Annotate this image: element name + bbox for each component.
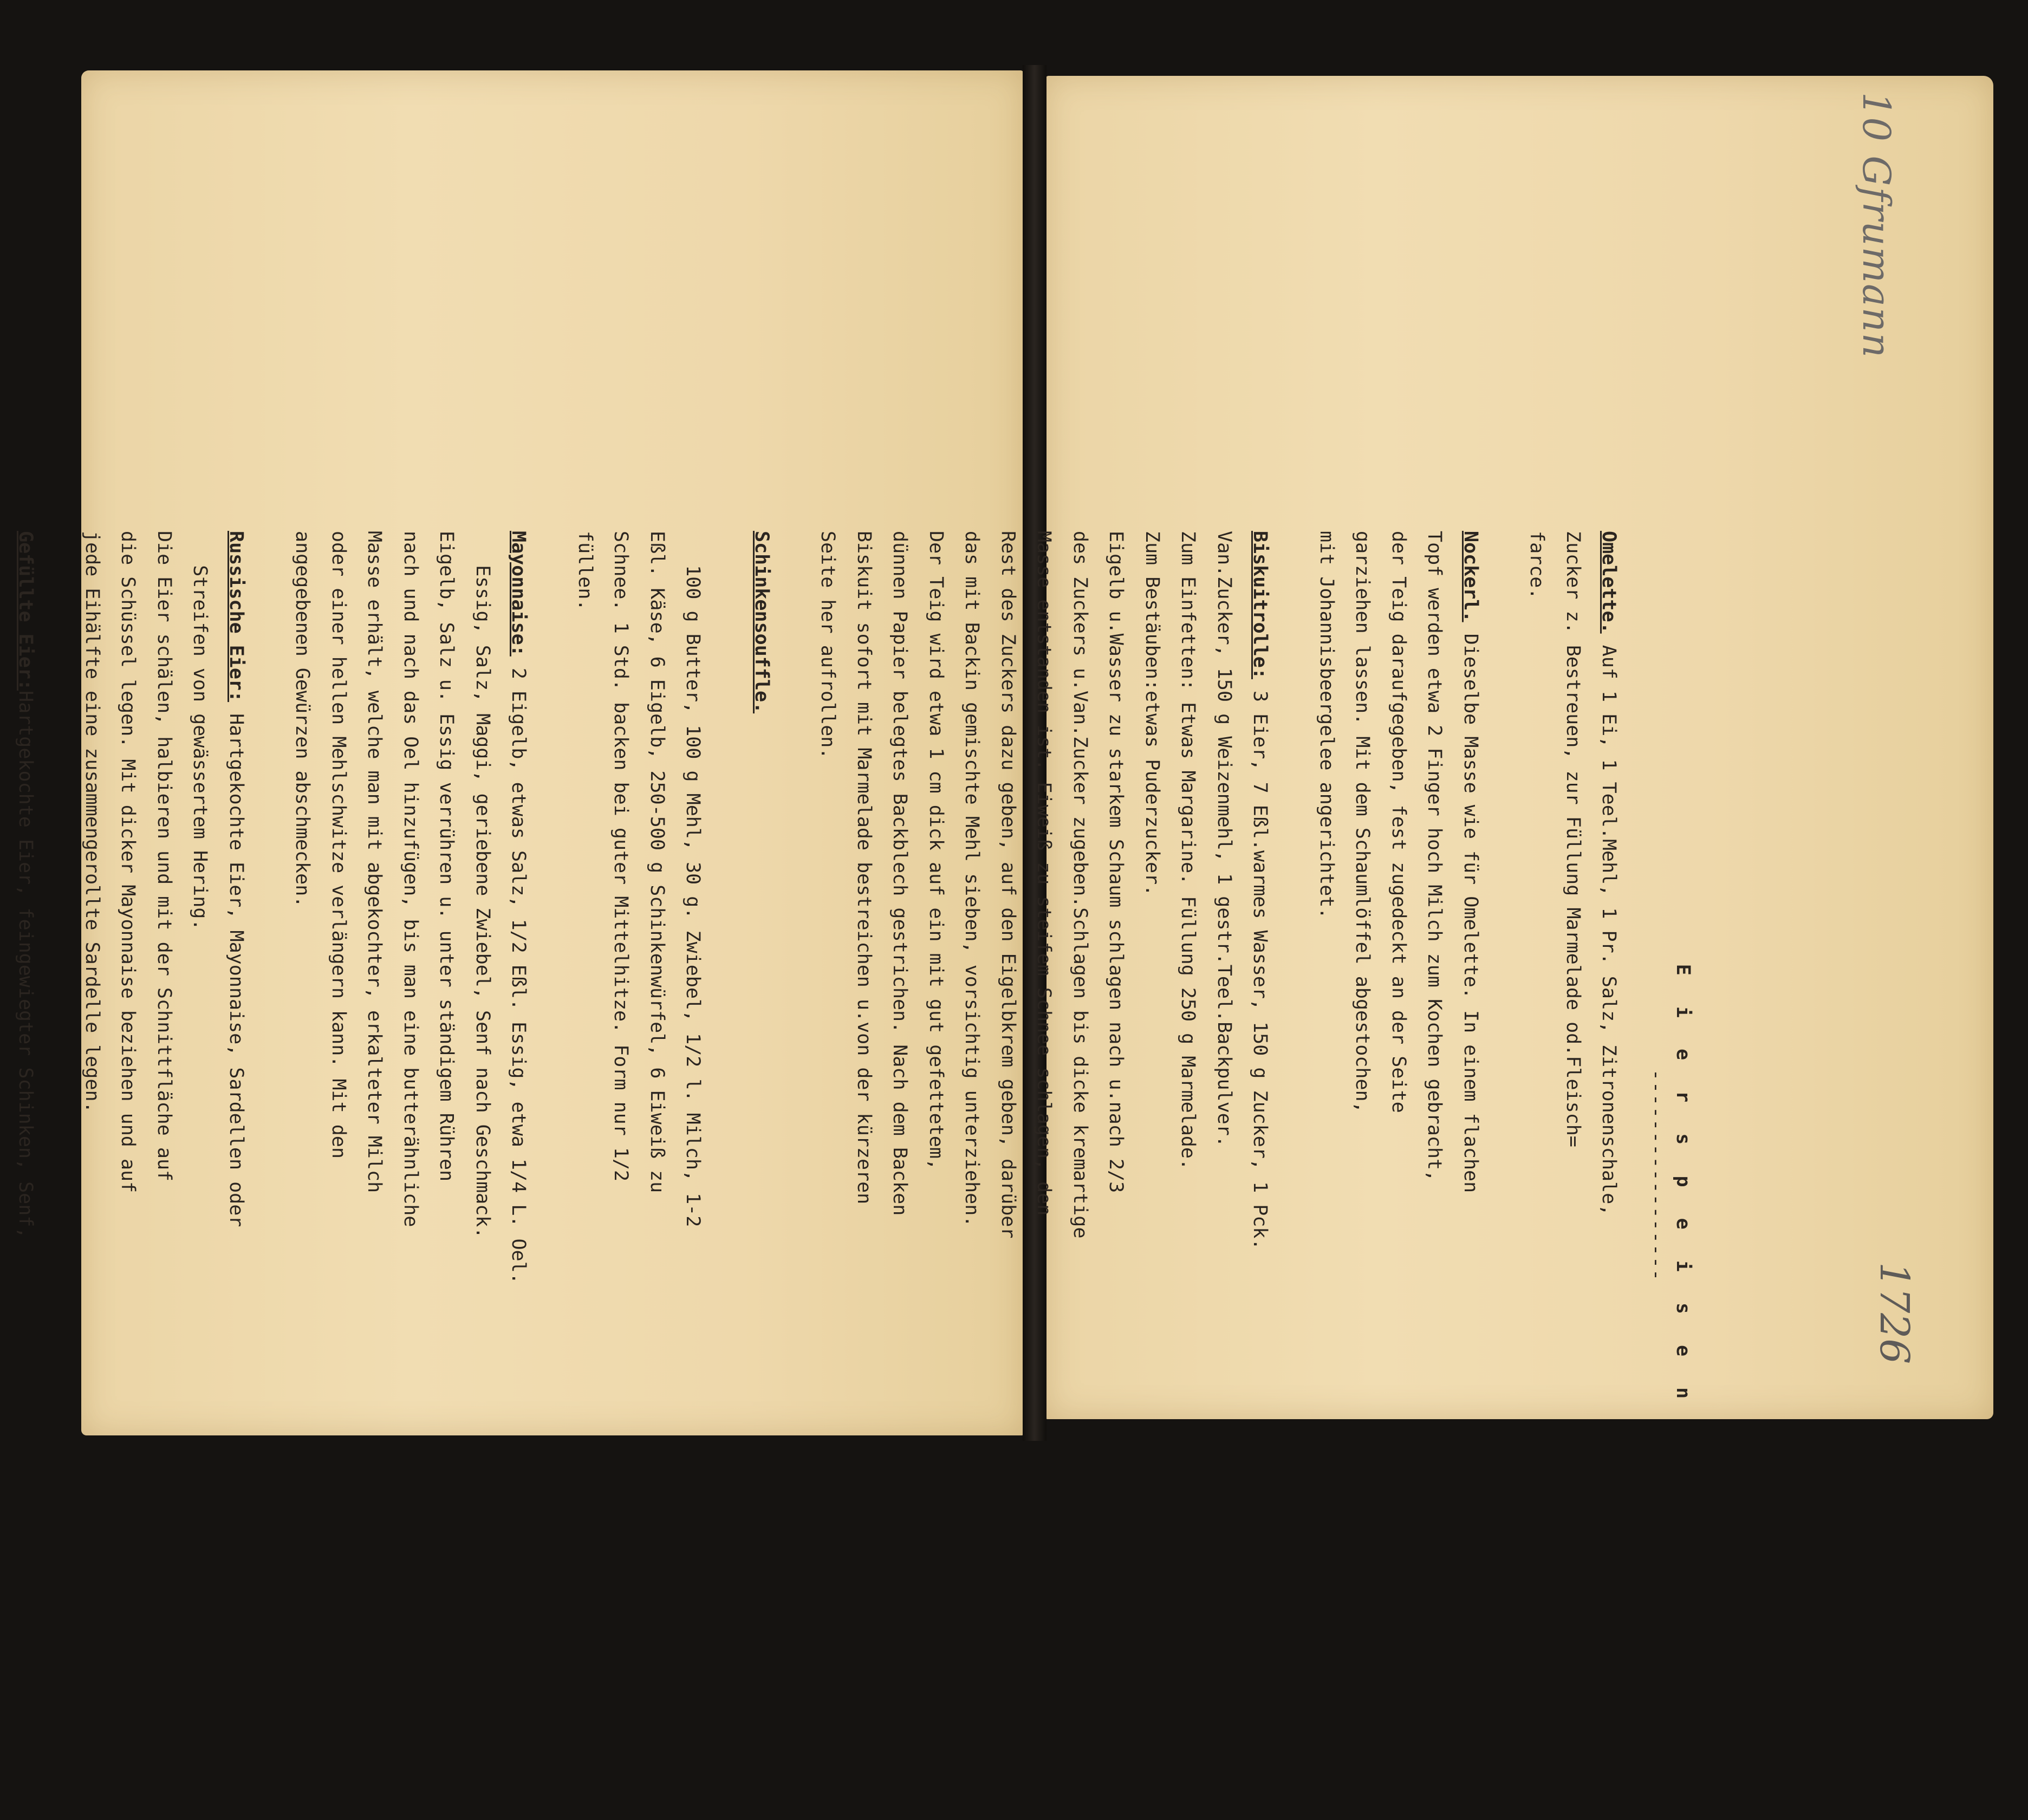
- recipe-body: 100 g Butter, 100 g Mehl, 30 g. Zwiebel, 1/2 l. Milch, 1-2 Eßl. Käse, 6 Eigelb, 250-500 g Schinkenwürfel, 6 Eiweiß zu Schnee. 1 Std. backen bei guter Mittelhitze. Form nur 1/2 füllen.: [574, 531, 704, 1227]
- recipe-body: Dieselbe Masse wie für Omelette. In einem flachen Topf werden etwa 2 Finger hoch Milch zum Kochen gebracht, der Teig daraufgegeben, fest zugedeckt an der Seite garziehen lassen. Mit dem Schaumlöffel abgestochen, mit Johannisbeergelee angerichtet.: [1316, 531, 1481, 1193]
- recipe-name: Nockerl.: [1460, 531, 1481, 622]
- recipe-body: 3 Eier, 7 Eßl.warmes Wasser, 150 g Zucker, 1 Pck. Van.Zucker, 150 g Weizenmehl, 1 gestr.Teel.Backpulver. Zum Einfetten: Etwas Margarine. Füllung 250 g Marmelade. Zum Bestäuben:etwas Puderzucker. Eigelb u.Wasser zu starkem Schaum schlagen nach u.nach 2/3 des Zuckers u.Van.Zucker zugeben.Schlagen bis dicke kremartige Masse entstanden ist. Eiweiß zu steifem Schnee schlagen, den Rest des Zuckers dazu geben, auf den Eigelbkrem geben, darüber das mit Backin gemischte Mehl sieben, vorsichtig unterziehen. Der Teig wird etwa 1 cm dick auf ein mit gut gefettetem, dünnen Papier belegtes Backblech gestrichen. Nach dem Backen Biskuit sofort mit Marmelade bestreichen u.von der kürzeren Seite her aufrollen.: [817, 531, 1271, 1250]
- recipe-gefuellte-eier: [0, 531, 44, 1820]
- recipe-body: 2 Eigelb, etwas Salz, 1/2 Eßl. Essig, etwa 1/4 L. Oel. Essig, Salz, Maggi, geriebene Zwiebel, Senf nach Geschmack. Eigelb, Salz u. Essig verrühren u. unter ständigem Rühren nach und nach das Oel hinzufügen, bis man eine butterähnliche Masse erhält, welche man mit abgekochter, erkalteter Milch oder einer hellen Mehlschwitze verlängern kann. Mit den angegebenen Gewürzen abschmecken.: [291, 531, 530, 1284]
- recipe-body: Hartgekochte Eier, feingewiegter Schinken, Senf,: [15, 691, 37, 1239]
- handwritten-sheet-number: 1726: [1871, 1262, 1917, 1364]
- recipe-schinkensouffle-heading: [744, 531, 780, 1820]
- recipe-body: Auf 1 Ei, 1 Teel.Mehl, 1 Pr. Salz, Zitronenschale, Zucker z. Bestreuen, zur Füllung Marmelade od.Fleisch= farce.: [1526, 531, 1620, 1216]
- title-underline: -----------------: [1646, 1069, 1668, 1282]
- recipe-body: Hartgekochte Eier, Mayonnaise, Sardellen oder Streifen von gewässertem Hering. Die Eier schälen, halbieren und mit der Schnittfläche auf die Schüssel legen. Mit dicker Mayonnaise beziehen und auf jede Eihälfte eine zusammengerollte Sardelle legen.: [81, 531, 247, 1227]
- recipe-schinkensouffle-body: [567, 531, 711, 1820]
- recipe-name: Biskuitrolle:: [1249, 531, 1271, 679]
- recipe-omelette: [1519, 531, 1627, 1820]
- recipe-name: Omelette.: [1598, 531, 1620, 634]
- recipe-name: Russische Eier:: [225, 531, 247, 703]
- recipe-biskuitrolle: [810, 531, 1278, 1820]
- recipe-mayonnaise: [284, 531, 537, 1820]
- handwritten-annotation: 10 Gfrumann: [1854, 92, 1899, 359]
- typed-recipe-text: [0, 531, 1701, 1820]
- document-title: E i e r s p e i s e n: [1672, 964, 1694, 1409]
- recipe-name: Gefüllte Eier:: [15, 531, 37, 691]
- recipe-name: Schinkensouffle.: [751, 531, 772, 714]
- recipe-name: Mayonnaise:: [508, 531, 530, 656]
- recipe-russische-eier: [74, 531, 255, 1820]
- recipe-nockerl: [1309, 531, 1489, 1820]
